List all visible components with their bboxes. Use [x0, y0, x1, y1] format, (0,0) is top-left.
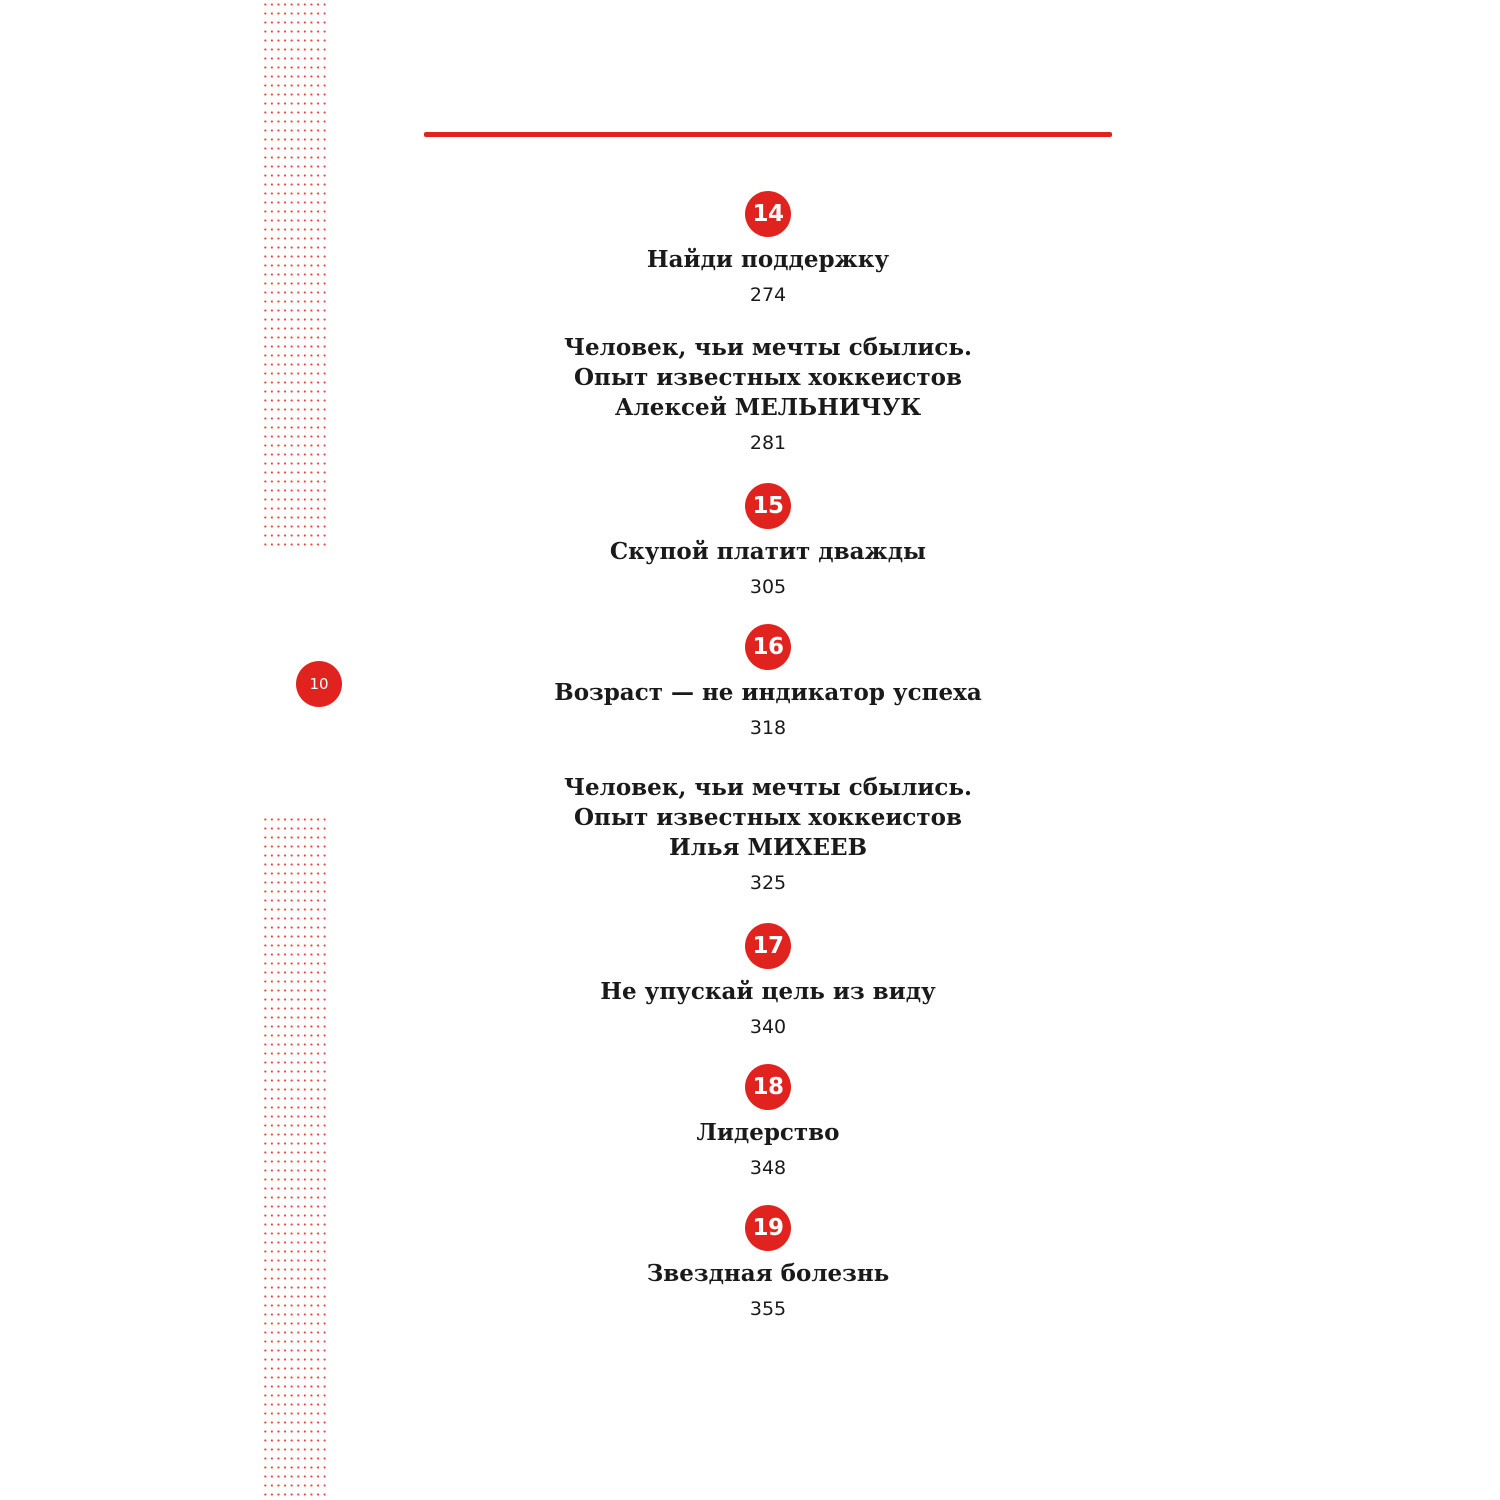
toc-entry-title: Лидерство	[696, 1119, 840, 1146]
toc-entry-chapter-19[interactable]	[468, 1205, 1068, 1321]
toc-entry-chapter-18[interactable]	[468, 1064, 1068, 1180]
dot-pattern-bottom	[262, 815, 328, 1500]
toc-entry-chapter-16[interactable]	[468, 624, 1068, 740]
toc-entry-interview-mikheev[interactable]	[468, 773, 1068, 895]
page-number-badge: 10	[296, 661, 342, 707]
chapter-number-badge: 17	[745, 923, 791, 969]
toc-entry-page: 348	[749, 1157, 787, 1179]
header-rule	[424, 132, 1112, 137]
toc-entry-page: 274	[749, 284, 787, 306]
toc-entry-page: 305	[749, 576, 787, 598]
toc-entry-page: 355	[749, 1298, 787, 1320]
chapter-number-badge: 18	[745, 1064, 791, 1110]
dot-pattern-top	[262, 0, 328, 550]
toc-entry-page: 325	[749, 872, 787, 894]
toc-entry-interview-melnichuk[interactable]	[468, 333, 1068, 455]
toc-entry-page: 281	[749, 432, 787, 454]
toc-entry-title: Возраст — не индикатор успеха	[554, 679, 982, 706]
chapter-number-badge: 19	[745, 1205, 791, 1251]
toc-entry-title: Не упускай цель из виду	[600, 978, 936, 1005]
toc-entry-chapter-15[interactable]	[468, 483, 1068, 599]
toc-entry-title: Человек, чьи мечты сбылись. Опыт известных хоккеистов Алексей МЕЛЬНИЧУК	[563, 334, 972, 421]
toc-entry-title: Звездная болезнь	[646, 1260, 890, 1287]
toc-entry-chapter-14[interactable]	[468, 191, 1068, 307]
chapter-number-badge: 14	[745, 191, 791, 237]
toc-entry-title: Найди поддержку	[646, 246, 890, 273]
chapter-number-badge: 15	[745, 483, 791, 529]
toc-entry-title: Человек, чьи мечты сбылись. Опыт известных хоккеистов Илья МИХЕЕВ	[563, 774, 972, 861]
toc-entry-page: 340	[749, 1016, 787, 1038]
toc-entry-page: 318	[749, 717, 787, 739]
toc-entry-chapter-17[interactable]	[468, 923, 1068, 1039]
toc-entry-title: Скупой платит дважды	[609, 538, 927, 565]
chapter-number-badge: 16	[745, 624, 791, 670]
